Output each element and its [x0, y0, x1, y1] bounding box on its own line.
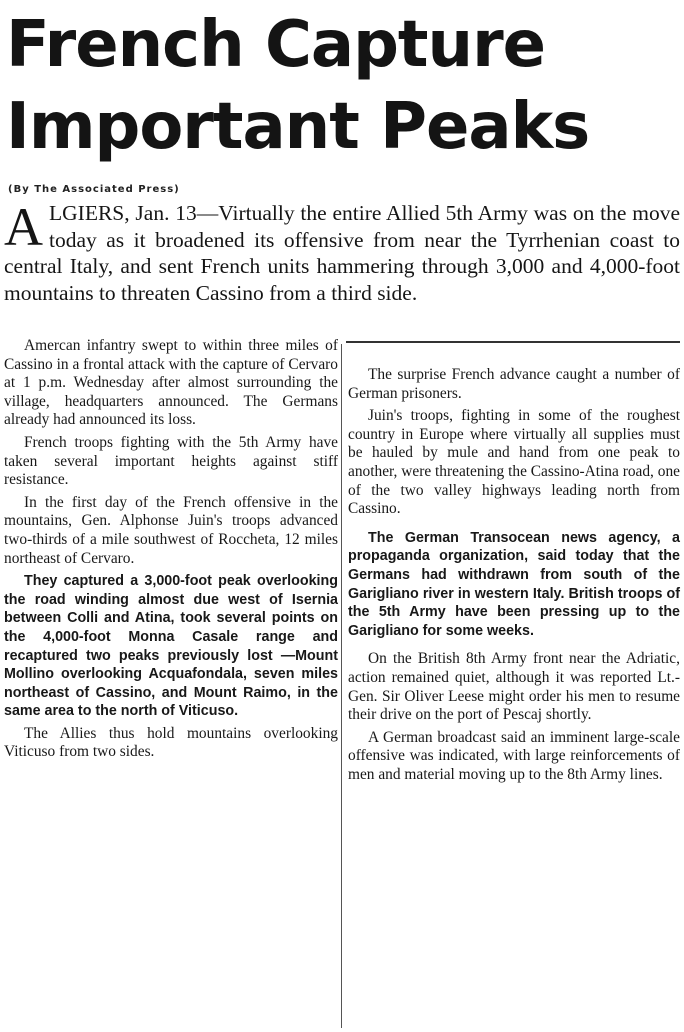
lead-paragraph: [4, 197, 680, 306]
drop-cap: A: [4, 197, 43, 257]
headline: [6, 4, 678, 168]
left-paragraph-5: The Allies thus hold mountains overlooking Viticuso from two sides.: [4, 724, 338, 761]
column-rule: [341, 344, 342, 1028]
headline-line-2: Important Peaks: [6, 90, 590, 164]
left-paragraph-2: French troops fighting with the 5th Army have taken several important heights against stiff resistance.: [4, 433, 338, 489]
left-paragraph-1: Amercan infantry swept to within three miles of Cassino in a frontal attack with the capture of Cervaro at 1 p.m. Wednesday after almost surrounding the village, headquarters announced. The Germans already had announced its loss.: [4, 337, 338, 429]
headline-line-1: French Capture: [6, 8, 546, 82]
right-paragraph-4: On the British 8th Army front near the Adriatic, action remained quiet, although it was reported Lt.-Gen. Sir Oliver Leese might order his men to resume their drive on the port of Pescaj shortly.: [348, 650, 680, 724]
right-paragraph-5: A German broadcast said an imminent large-scale offensive was indicated, with large reinforcements of men and material moving up to the 8th Army lines.: [348, 728, 680, 783]
lead-text: LGIERS, Jan. 13—Virtually the entire Allied 5th Army was on the move today as it broadened its offensive from near the Tyrrhenian coast to central Italy, and sent French units hammering through 3,000 and 4,000-foot mountains to threaten Cassino from a third side.: [4, 201, 680, 305]
right-paragraph-3: The German Transocean news agency, a propaganda organization, said today that the Germans had withdrawn from south of the Garigliano river in western Italy. British troops of the 5th Army have been pressing up to the Garigliano for some weeks.: [348, 529, 680, 639]
right-paragraph-2: Juin's troops, fighting in some of the roughest country in Europe where virtually all supplies must be hauled by mule and hand from one peak to another, were threatening the Cassino-Atina road, one of the two valley highways leading north from Cassino.: [348, 407, 680, 518]
byline-credit: (By The Associated Press): [8, 184, 180, 195]
left-column: [4, 337, 338, 766]
left-paragraph-3: In the first day of the French offensive in the mountains, Gen. Alphonse Juin's troops advanced two-thirds of a mile southwest of Roccheta, 12 miles northeast of Cervaro.: [4, 493, 338, 567]
section-rule: [346, 341, 680, 343]
right-paragraph-1: The surprise French advance caught a number of German prisoners.: [348, 366, 680, 402]
right-column: [348, 366, 680, 788]
left-paragraph-4: They captured a 3,000-foot peak overlooking the road winding almost due west of Isernia between Colli and Atina, took several points on the 4,000-foot Monna Casale range and recaptured two peaks previously lost —Mount Mollino overlooking Acquafondala, seven miles northeast of Cassino, and Mount Raimo, in the same area to the north of Viticuso.: [4, 573, 338, 720]
